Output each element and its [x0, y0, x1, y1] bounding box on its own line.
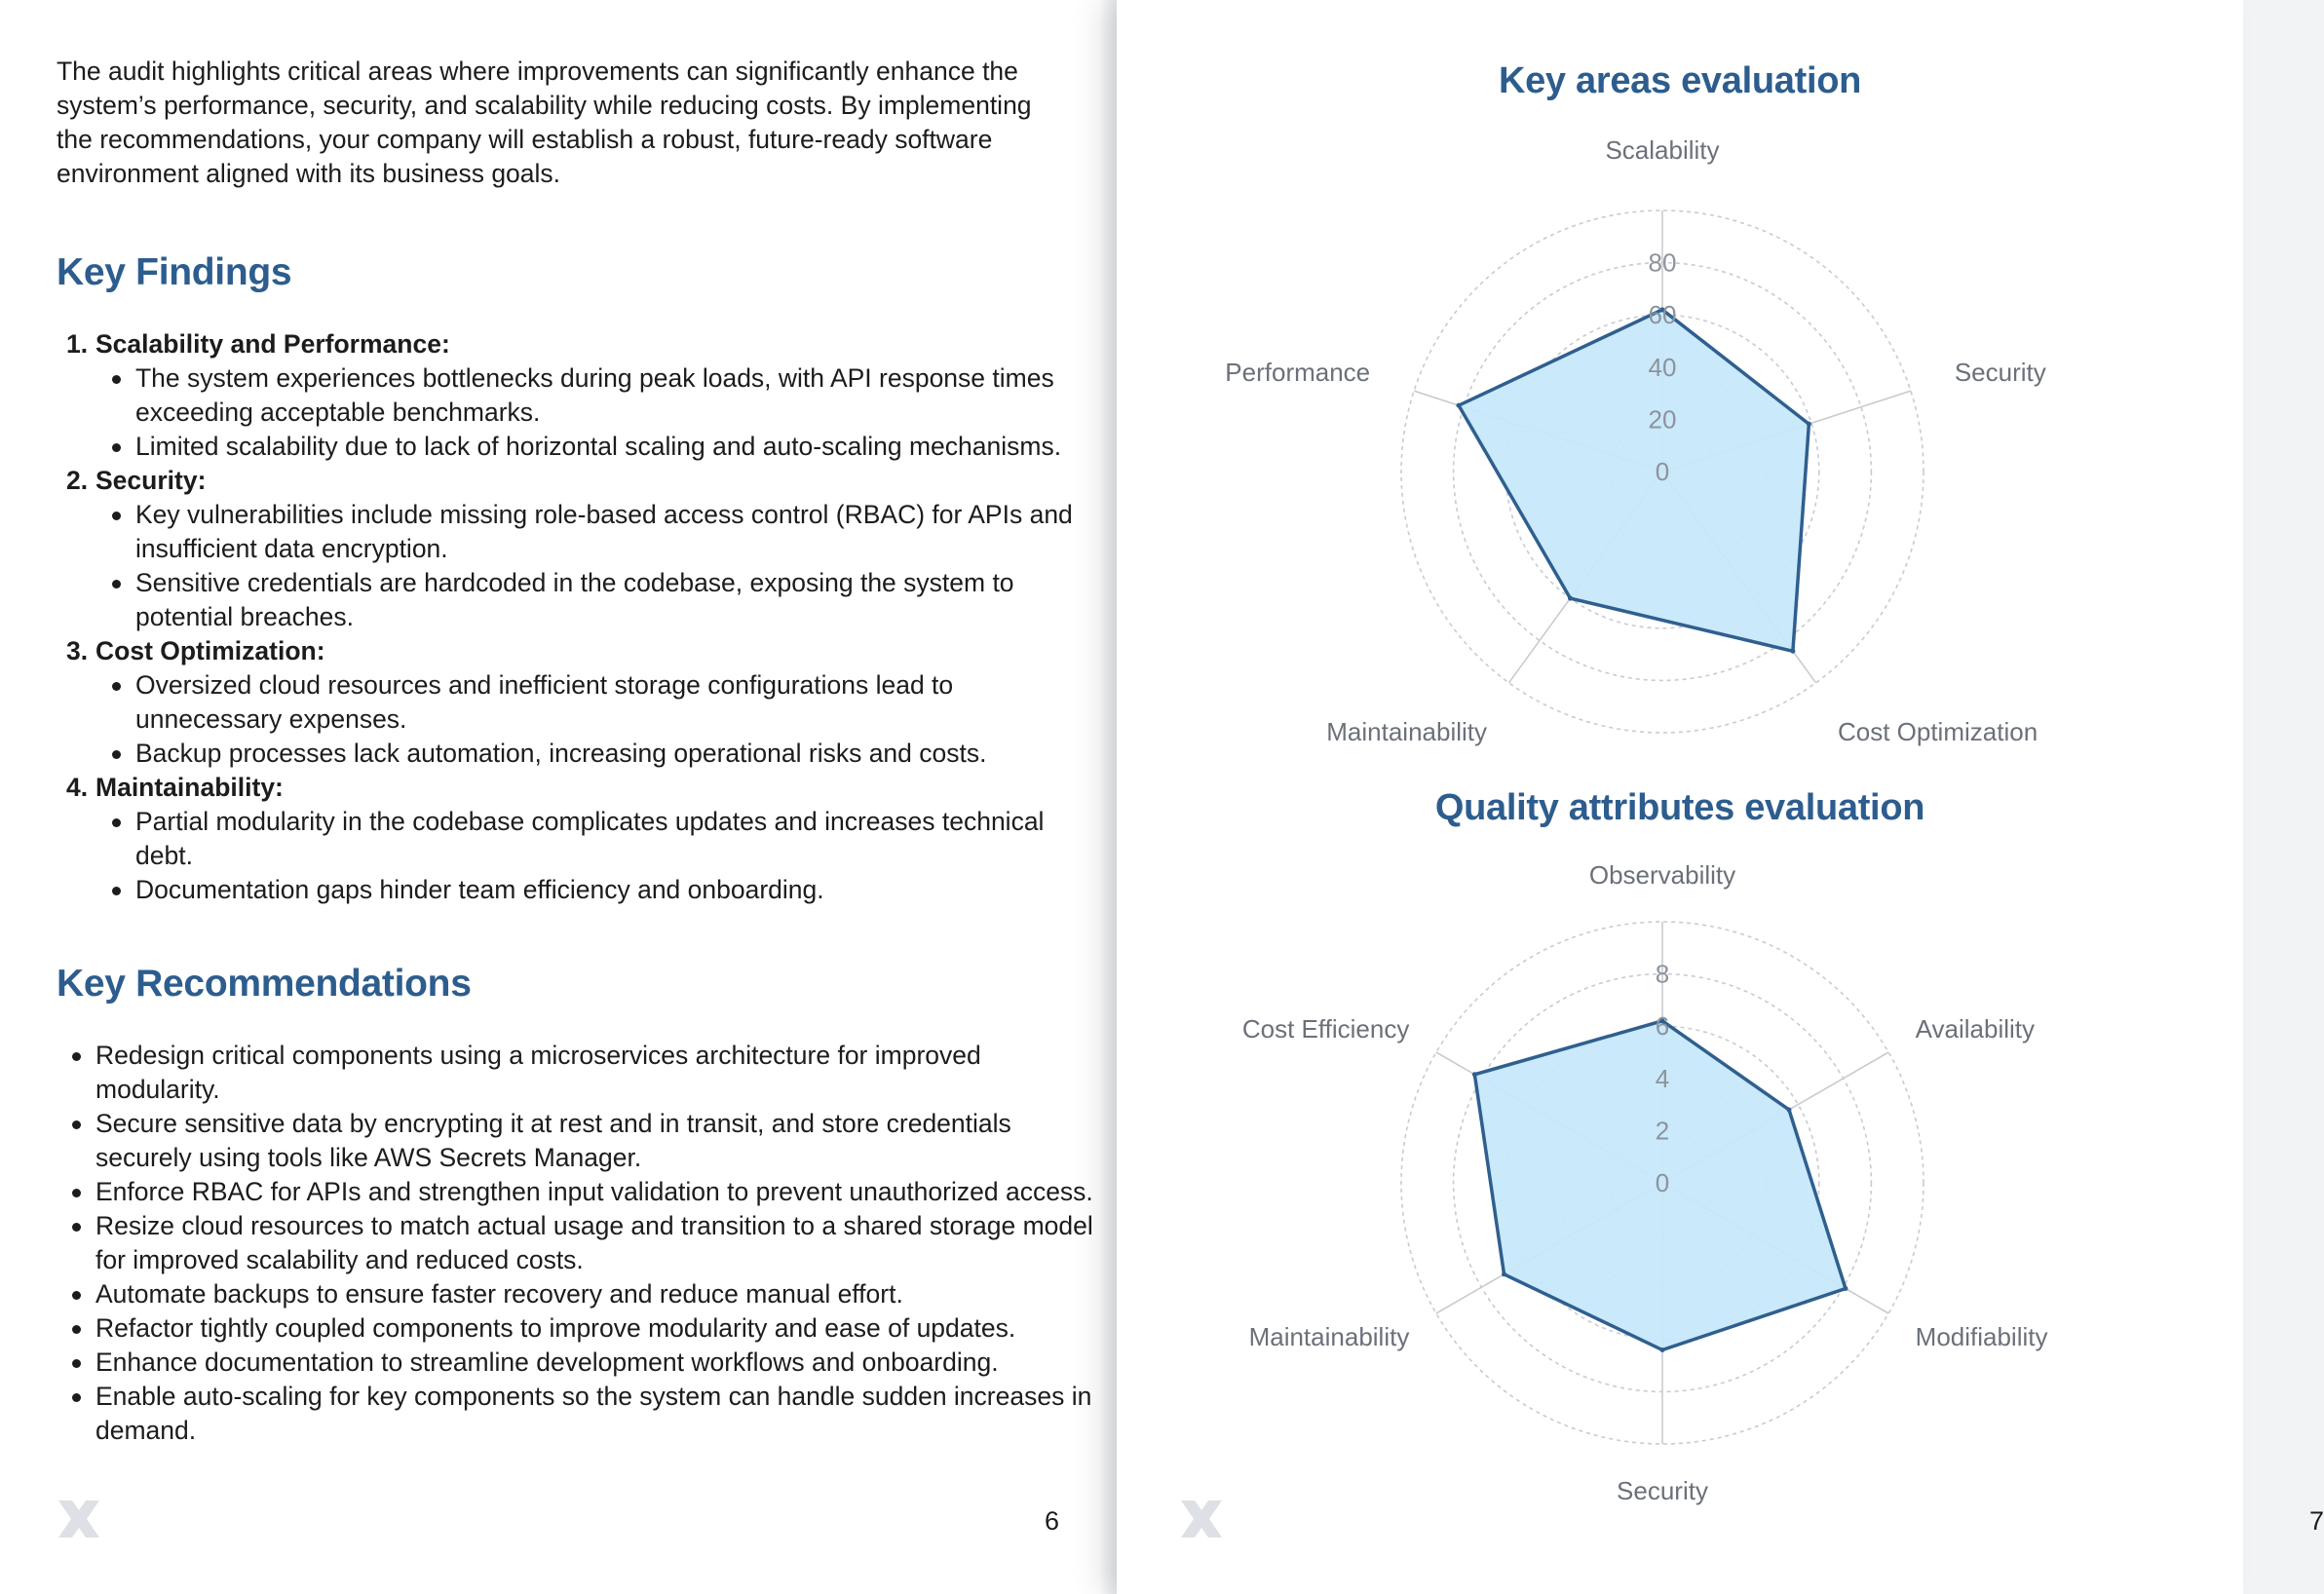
radar-point-cost-efficiency [1472, 1072, 1477, 1077]
page-number: 6 [1045, 1506, 1060, 1536]
finding-title: Cost Optimization: [95, 636, 325, 665]
recommendation-item: Secure sensitive data by encrypting it at rest and in transit, and store credentials securely using tools like AWS Secrets Manager. [95, 1107, 1109, 1175]
radar-axis-label-maintainability: Maintainability [1248, 1322, 1410, 1351]
radar-tick-label: 80 [1648, 247, 1677, 278]
finding-title: Maintainability: [95, 773, 284, 802]
radar-tick-label: 40 [1648, 352, 1677, 382]
chart-title-quality-attributes: Quality attributes evaluation [1434, 787, 1925, 828]
key-recommendations-list [57, 1039, 1109, 1448]
finding-scalability-performance [57, 327, 1089, 464]
radar-axis-label-security: Security [1617, 1476, 1708, 1505]
radar-tick-label: 0 [1655, 457, 1670, 486]
finding-item: Oversized cloud resources and inefficient storage configurations lead to unnecessary expenses. [135, 668, 1089, 737]
recommendation-item: Enable auto-scaling for key components so the system can handle sudden increases in demand. [95, 1380, 1109, 1448]
recommendation-item: Resize cloud resources to match actual usage and transition to a shared storage model for improved scalability and reduced costs. [95, 1209, 1109, 1277]
finding-maintainability [57, 771, 1089, 907]
recommendation-item: Enhance documentation to streamline development workflows and onboarding. [95, 1346, 1109, 1380]
finding-title: Scalability and Performance: [95, 329, 450, 359]
radar-axis-label-maintainability: Maintainability [1326, 716, 1488, 746]
radar-axis-label-cost-optimization: Cost Optimization [1837, 716, 2038, 746]
radar-axis-label-observability: Observability [1588, 860, 1736, 890]
radar-point-maintainability [1502, 1271, 1506, 1276]
radar-chart-quality-attributes [1117, 727, 2243, 1505]
recommendation-item: Automate backups to ensure faster recovery and reduce manual effort. [95, 1277, 1109, 1311]
finding-item: Documentation gaps hinder team efficiency and onboarding. [135, 873, 1089, 907]
finding-title: Security: [95, 466, 207, 495]
finding-item: Sensitive credentials are hardcoded in the codebase, exposing the system to potential breaches. [135, 566, 1089, 634]
radar-tick-label: 2 [1655, 1116, 1670, 1146]
key-recommendations-heading: Key Recommendations [57, 963, 472, 1005]
radar-point-availability [1786, 1107, 1791, 1112]
finding-item: Limited scalability due to lack of horizontal scaling and auto-scaling mechanisms. [135, 430, 1089, 464]
radar-axis-label-security: Security [1954, 358, 2046, 388]
company-logo-icon [55, 1495, 103, 1543]
radar-point-security [1807, 422, 1811, 427]
finding-item: The system experiences bottlenecks during peak loads, with API response times exceeding acceptable benchmarks. [135, 361, 1089, 430]
radar-point-cost-optimization [1790, 649, 1795, 654]
intro-paragraph: The audit highlights critical areas where improvements can significantly enhance the system’s performance, security, and scalability while reducing costs. By implementing the recommendations, your company will establish a robust, future-ready software environment aligned with its business goals. [57, 57, 1032, 188]
recommendation-item: Refactor tightly coupled components to improve modularity and ease of updates. [95, 1311, 1109, 1346]
radar-tick-label: 4 [1655, 1063, 1670, 1093]
radar-axis-label-modifiability: Modifiability [1915, 1322, 2048, 1351]
radar-tick-label: 0 [1655, 1168, 1670, 1197]
radar-tick-label: 6 [1655, 1011, 1670, 1042]
finding-items [57, 668, 1089, 771]
radar-axis-label-performance: Performance [1225, 358, 1371, 388]
radar-point-security [1660, 1347, 1665, 1352]
radar-chart-key-areas [1117, 0, 2243, 746]
radar-point-performance [1456, 403, 1461, 408]
finding-item: Backup processes lack automation, increasing operational risks and costs. [135, 737, 1089, 771]
company-logo-icon [1177, 1495, 1226, 1543]
radar-tick-label: 60 [1648, 300, 1677, 330]
radar-tick-label: 20 [1648, 404, 1677, 435]
chart-title-key-areas: Key areas evaluation [1498, 60, 1862, 101]
radar-point-maintainability [1568, 596, 1573, 601]
recommendation-item: Enforce RBAC for APIs and strengthen input validation to prevent unauthorized access. [95, 1175, 1109, 1209]
finding-cost-optimization [57, 634, 1089, 771]
finding-items [57, 805, 1089, 907]
radar-point-modifiability [1843, 1286, 1848, 1291]
finding-item: Key vulnerabilities include missing role-based access control (RBAC) for APIs and insufficient data encryption. [135, 498, 1089, 566]
finding-number: 1. [66, 329, 89, 359]
page-number: 7 [2309, 1506, 2324, 1536]
finding-items [57, 361, 1089, 464]
radar-axis-label-scalability: Scalability [1605, 135, 1720, 165]
finding-security [57, 464, 1089, 634]
page-right [1117, 0, 2324, 1594]
radar-tick-label: 8 [1655, 959, 1670, 989]
radar-axis-label-availability: Availability [1915, 1014, 2036, 1044]
recommendation-item: Redesign critical components using a microservices architecture for improved modularity. [95, 1039, 1109, 1107]
finding-number: 3. [66, 636, 89, 665]
radar-axis-label-cost-efficiency: Cost Efficiency [1241, 1014, 1410, 1044]
finding-number: 4. [66, 773, 89, 802]
finding-number: 2. [66, 466, 89, 495]
radar-series-polygon [1459, 310, 1809, 651]
finding-item: Partial modularity in the codebase complicates updates and increases technical debt. [135, 805, 1089, 873]
key-findings-list [57, 327, 1089, 907]
key-findings-heading: Key Findings [57, 251, 292, 293]
page-left [0, 0, 1099, 1594]
finding-items [57, 498, 1089, 634]
book-gutter [1099, 0, 1117, 1594]
